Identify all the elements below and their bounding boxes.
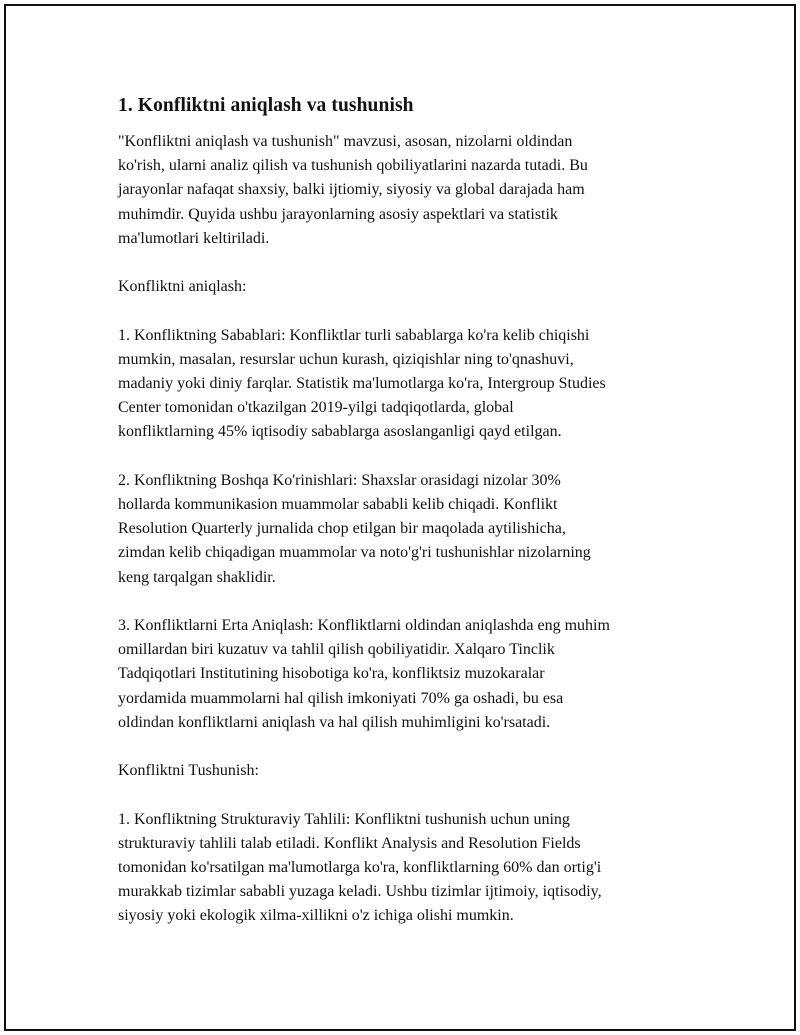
paragraph-sabablari xyxy=(118,324,698,445)
paragraph-intro xyxy=(118,130,698,251)
text-line: 3. Konfliktlarni Erta Aniqlash: Konfliktlarni oldindan aniqlashda eng muhim xyxy=(118,617,610,634)
text-line: tomonidan ko'rsatilgan ma'lumotlarga ko'ra, konfliktlarning 60% dan ortig'i xyxy=(118,859,602,876)
section-heading-tushunish xyxy=(118,759,698,783)
paragraph-strukturaviy-tahlil xyxy=(118,808,698,929)
text-line: oldindan konfliktlarni aniqlash va hal qilish muhimligini ko'rsatadi. xyxy=(118,713,551,731)
text-line: madaniy yoki diniy farqlar. Statistik ma'lumotlarga ko'ra, Intergroup Studies xyxy=(118,375,606,392)
text-line: 1. Konfliktning Strukturaviy Tahlili: Konfliktni tushunish uchun uning xyxy=(118,810,570,828)
text-line: mumkin, masalan, resurslar uchun kurash, qiziqishlar ning to'qnashuvi, xyxy=(118,350,574,368)
text-line: yordamida muammolarni hal qilish imkoniyati 70% ga oshadi, bu esa xyxy=(118,689,564,707)
text-line: 1. Konfliktning Sabablari: Konfliktlar turli sabablarga ko'ra kelib chiqishi xyxy=(118,326,590,344)
paragraph-erta-aniqlash xyxy=(118,614,698,735)
text-line: hollarda kommunikasion muammolar sababli kelib chiqadi. Konflikt xyxy=(118,496,558,513)
text-line: ma'lumotlari keltiriladi. xyxy=(118,229,270,247)
text-line: omillardan biri kuzatuv va tahlil qilish qobiliyatidir. Xalqaro Tinclik xyxy=(118,641,555,659)
text-line: zimdan kelib chiqadigan muammolar va noto'g'ri tushunishlar nizolarning xyxy=(118,544,591,562)
text-line: ko'rish, ularni analiz qilish va tushunish qobiliyatlarini nazarda tutadi. Bu xyxy=(118,157,588,175)
text-line: siyosiy yoki ekologik xilma-xillikni o'z ichiga olishi mumkin. xyxy=(118,907,514,925)
text-line: strukturaviy tahlili talab etiladi. Konflikt Analysis and Resolution Fields xyxy=(118,834,581,852)
document-title: 1. Konfliktni aniqlash va tushunish xyxy=(118,95,414,116)
section-heading-aniqlash xyxy=(118,275,698,299)
text-line: keng tarqalgan shaklidir. xyxy=(118,568,276,586)
text-line: muhimdir. Quyida ushbu jarayonlarning asosiy aspektlari va statistik xyxy=(118,205,558,223)
paragraph-korinishlari xyxy=(118,469,698,590)
text-line: Center tomonidan o'tkazilgan 2019-yilgi tadqiqotlarda, global xyxy=(118,399,514,417)
text-line: Konfliktni aniqlash: xyxy=(118,278,247,296)
text-line: konfliktlarning 45% iqtisodiy sabablarga asoslanganligi qayd etilgan. xyxy=(118,423,562,441)
text-line: Konfliktni Tushunish: xyxy=(118,762,259,780)
text-line: Resolution Quarterly jurnalida chop etilgan bir maqolada aytilishicha, xyxy=(118,520,566,538)
text-line: 2. Konfliktning Boshqa Ko'rinishlari: Shaxslar orasidagi nizolar 30% xyxy=(118,471,561,489)
document-body xyxy=(118,94,698,953)
text-line: murakkab tizimlar sababli yuzaga keladi. Ushbu tizimlar ijtimoiy, iqtisodiy, xyxy=(118,883,602,901)
text-line: Tadqiqotlari Institutining hisobotiga ko'ra, konfliktsiz muzokaralar xyxy=(118,665,545,683)
text-line: jarayonlar nafaqat shaxsiy, balki ijtiomiy, siyosiy va global darajada ham xyxy=(118,181,585,199)
text-line: "Konfliktni aniqlash va tushunish" mavzusi, asosan, nizolarni oldindan xyxy=(118,133,573,150)
